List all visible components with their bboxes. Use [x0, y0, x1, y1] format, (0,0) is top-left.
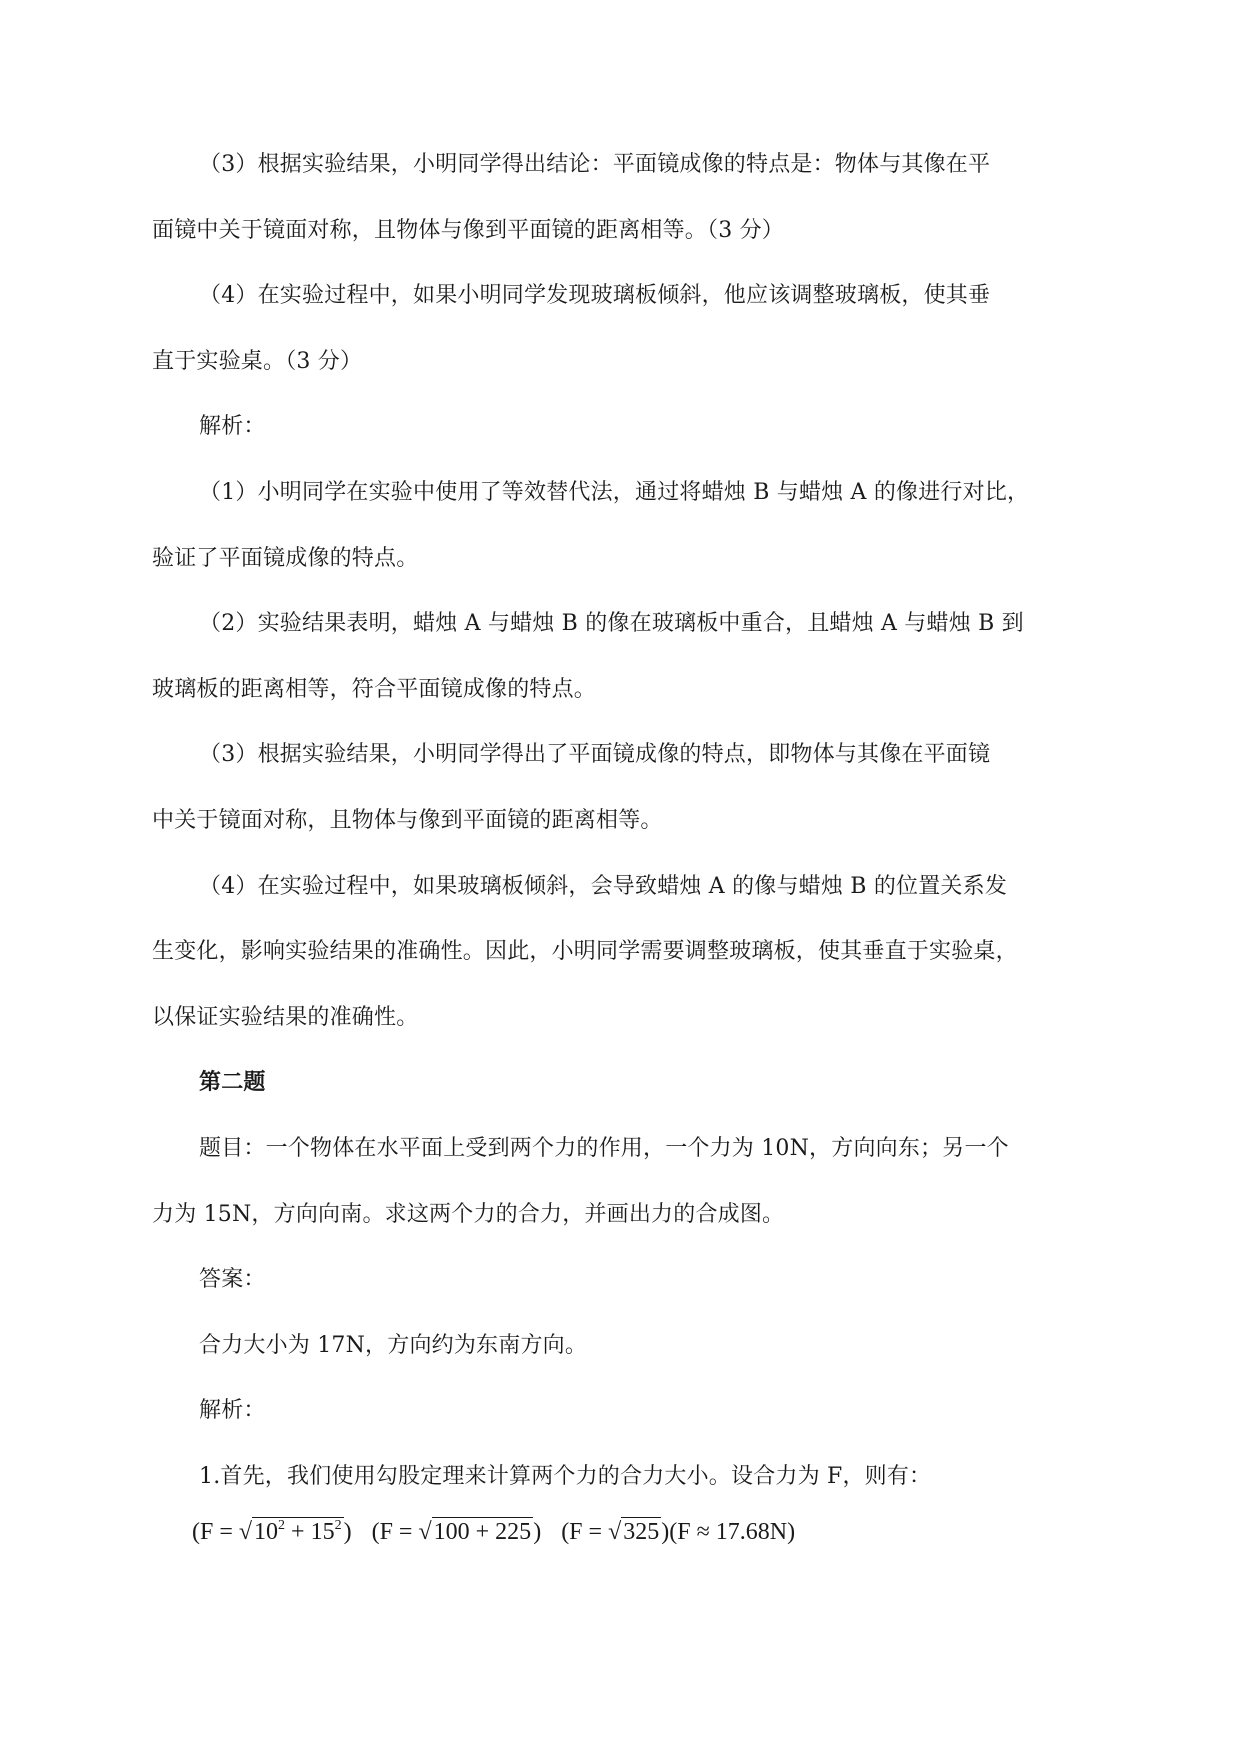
radicand: 100 + 225	[433, 1519, 532, 1545]
text-line: 生变化，影响实验结果的准确性。因此，小明同学需要调整玻璃板，使其垂直于实验桌，	[152, 939, 1018, 964]
formula-text: )	[343, 1519, 352, 1545]
formula-text: 10	[254, 1519, 279, 1545]
formula-text: (F =	[371, 1519, 419, 1545]
formula-step-1	[192, 1514, 352, 1550]
text-line: 1.首先，我们使用勾股定理来计算两个力的合力大小。设合力为 F，则有：	[199, 1464, 932, 1489]
formula-text: )	[661, 1519, 670, 1545]
text-line: 面镜中关于镜面对称，且物体与像到平面镜的距离相等。（3 分）	[152, 218, 784, 243]
text-line: 合力大小为 17N，方向约为东南方向。	[199, 1333, 588, 1358]
radicand	[252, 1517, 344, 1546]
exponent: 2	[278, 1518, 286, 1533]
resultant-force-formula	[192, 1514, 809, 1550]
radicand: 325	[623, 1519, 660, 1545]
text-line: 解析：	[199, 1398, 266, 1423]
text-line: （4）在实验过程中，如果小明同学发现玻璃板倾斜，他应该调整玻璃板，使其垂	[199, 283, 991, 308]
formula-text: )	[533, 1519, 542, 1545]
exponent: 2	[334, 1518, 342, 1533]
text-line: （4）在实验过程中，如果玻璃板倾斜，会导致蜡烛 A 的像与蜡烛 B 的位置关系发	[199, 874, 1008, 899]
formula-text: + 15	[285, 1519, 335, 1545]
text-line: 验证了平面镜成像的特点。	[152, 546, 419, 571]
sqrt-icon: √	[418, 1519, 432, 1545]
sqrt-icon: √	[238, 1519, 253, 1545]
text-line: 玻璃板的距离相等，符合平面镜成像的特点。	[152, 677, 597, 702]
text-line: （1）小明同学在实验中使用了等效替代法，通过将蜡烛 B 与蜡烛 A 的像进行对比，	[199, 480, 1030, 505]
sqrt-icon: √	[608, 1519, 622, 1545]
text-line: （3）根据实验结果，小明同学得出了平面镜成像的特点，即物体与其像在平面镜	[199, 742, 991, 767]
text-line: 力为 15N，方向向南。求这两个力的合力，并画出力的合成图。	[152, 1202, 785, 1227]
formula-text: (F =	[561, 1519, 609, 1545]
formula-text: (F =	[192, 1519, 239, 1545]
text-line: 解析：	[199, 414, 266, 439]
formula-step-4: (F ≈ 17.68N)	[669, 1519, 796, 1545]
formula-step-2	[372, 1514, 542, 1550]
text-line: 中关于镜面对称，且物体与像到平面镜的距离相等。	[152, 808, 663, 833]
text-line: 直于实验桌。（3 分）	[152, 349, 363, 374]
section-heading: 第二题	[199, 1070, 266, 1095]
text-line: （2）实验结果表明，蜡烛 A 与蜡烛 B 的像在玻璃板中重合，且蜡烛 A 与蜡烛 B 到	[199, 611, 1024, 636]
text-line: 题目：一个物体在水平面上受到两个力的作用，一个力为 10N，方向向东；另一个	[199, 1136, 1009, 1161]
text-line: （3）根据实验结果，小明同学得出结论：平面镜成像的特点是：物体与其像在平	[199, 152, 991, 177]
text-line: 答案：	[199, 1267, 266, 1292]
formula-step-3	[561, 1514, 669, 1550]
text-line: 以保证实验结果的准确性。	[152, 1005, 419, 1030]
